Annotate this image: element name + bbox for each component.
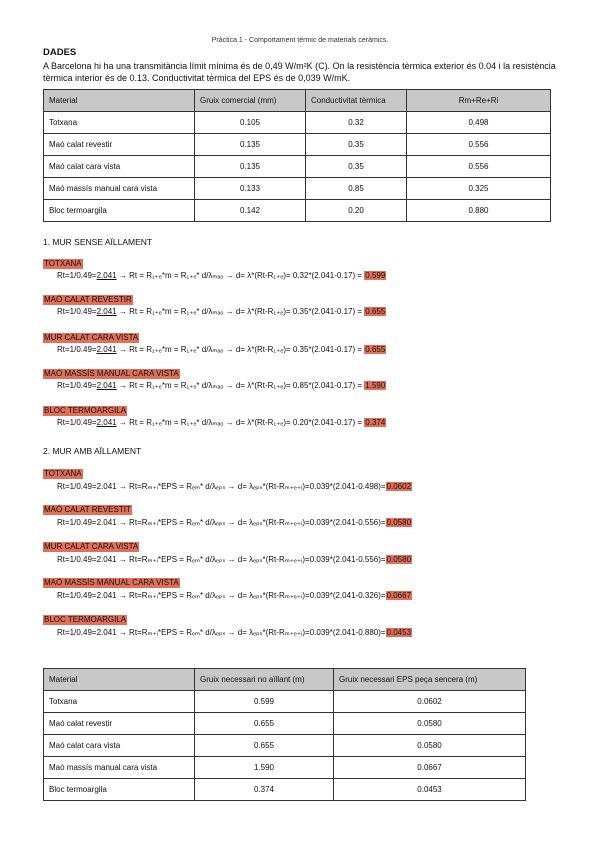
table-cell: Totxana — [44, 112, 195, 134]
table-cell: 0.135 — [195, 156, 306, 178]
s2-equation-mur-cara-vista: Rt=1/0.49=2.041 → Rt=Rₘ₊ᵢ*EPS = Rₑₘ* d/λₑₚₛ → d= λₑₚₛ*(Rt-Rₘ₊ₑ₊ᵢ)=0.039*(2.041-0.556)=0.0580 — [57, 555, 412, 564]
col-header: Material — [44, 669, 195, 691]
table-cell: 0.105 — [195, 112, 306, 134]
table-cell: 0.85 — [306, 178, 407, 200]
s1-equation-bloc: Rt=1/0.49=2.041 → Rt = R₁₊ₑ*m = R₁₊ₑ* d/λₘₐₒ → d= λ*(Rt-R₁₊ₑ)= 0.20*(2.041-0.17) = 0.374 — [57, 418, 386, 427]
table-cell: Bloc termoargila — [44, 200, 195, 222]
table-row — [44, 779, 526, 801]
table-cell: Maó massís manual cara vista — [44, 178, 195, 200]
table-cell: 0.556 — [407, 134, 551, 156]
table-cell: 0.0580 — [334, 735, 526, 757]
col-header: Conductivitat tèrmica — [306, 90, 407, 112]
s1-label-mur-cara-vista: MUR CALAT CARA VISTA — [44, 333, 139, 342]
table-cell: Totxana — [44, 691, 195, 713]
table-cell: Bloc termoargila — [44, 779, 195, 801]
s1-equation-mur-cara-vista: Rt=1/0.49=2.041 → Rt = R₁₊ₑ*m = R₁₊ₑ* d/λₘₐₒ → d= λ*(Rt-R₁₊ₑ)= 0.35*(2.041-0.17) = 0.655 — [57, 345, 386, 354]
table-cell: 0.0602 — [334, 691, 526, 713]
table-row — [44, 134, 551, 156]
table-cell: 0.20 — [306, 200, 407, 222]
col-header: Gruix comercial (mm) — [195, 90, 306, 112]
s1-label-mao-massis: MAÓ MASSÍS MANUAL CARA VISTA — [44, 369, 179, 378]
table-row — [44, 735, 526, 757]
table-row — [44, 156, 551, 178]
table-cell: 0.0580 — [334, 713, 526, 735]
table-cell: Maó calat cara vista — [44, 735, 195, 757]
table-cell: 0.0667 — [334, 757, 526, 779]
table-cell: 0.133 — [195, 178, 306, 200]
intro-paragraph: A Barcelona hi ha una transmitància límit mínima és de 0,49 W/m²K (C). On la resistència tèrmica exterior és 0.04 i la resistència tèrmica interior és de 0.13. Conductivitat tèrmica del EPS és de 0,039 W/mK. — [43, 61, 556, 83]
page-title: Pràctica 1 - Comportament tèrmic de materials ceràmics. — [211, 37, 389, 44]
table-cell: 0.556 — [407, 156, 551, 178]
s1-equation-totxana: Rt=1/0.49=2.041 → Rt = R₁₊ₑ*m = R₁₊ₑ* d/λₘₐₒ → d= λ*(Rt-R₁₊ₑ)= 0.32*(2.041-0.17) = 0.599 — [57, 271, 386, 280]
table-cell: 0.498 — [407, 112, 551, 134]
s1-label-mao-revestir: MAÓ CALAT REVESTIR — [44, 295, 132, 304]
s2-label-mao-massis: MAÓ MASSÍS MANUAL CARA VISTA — [44, 578, 179, 587]
table-cell: Maó calat revestir — [44, 713, 195, 735]
s2-label-mao-revestit: MAÓ CALAT REVESTIT — [44, 505, 131, 514]
table-cell: 0.32 — [306, 112, 407, 134]
table-cell: 0.0453 — [334, 779, 526, 801]
table-cell: 0.35 — [306, 156, 407, 178]
dades-heading: DADES — [43, 47, 77, 58]
col-header: Material — [44, 90, 195, 112]
s1-label-totxana: TOTXANA — [44, 259, 82, 268]
table-header-row — [44, 669, 526, 691]
table-cell: 0.325 — [407, 178, 551, 200]
table-cell: 0.142 — [195, 200, 306, 222]
table-cell: 0.135 — [195, 134, 306, 156]
table-cell: 0.655 — [195, 713, 334, 735]
s2-label-bloc: BLOC TERMOARGILA — [44, 615, 127, 624]
s1-label-bloc: BLOC TERMOARGILA — [44, 406, 127, 415]
table-row — [44, 713, 526, 735]
materials-table — [43, 89, 551, 222]
table-cell: Maó calat revestir — [44, 134, 195, 156]
table-row — [44, 757, 526, 779]
table-cell: 0.655 — [195, 735, 334, 757]
table-cell: 0.880 — [407, 200, 551, 222]
table-cell: 0.35 — [306, 134, 407, 156]
s2-label-totxana: TOTXANA — [44, 469, 82, 478]
table-cell: 1.590 — [195, 757, 334, 779]
s2-equation-mao-massis: Rt=1/0.49=2.041 → Rt=Rₘ₊ᵢ*EPS = Rₑₘ* d/λₑₚₛ → d= λₑₚₛ*(Rt-Rₘ₊ₑ₊ᵢ)=0.039*(2.041-0.326)=0.0667 — [57, 591, 412, 600]
s2-equation-mao-revestit: Rt=1/0.49=2.041 → Rt=Rₘ₊ᵢ*EPS = Rₑₘ* d/λₑₚₛ → d= λₑₚₛ*(Rt-Rₘ₊ₑ₊ᵢ)=0.039*(2.041-0.556)=0.0580 — [57, 518, 412, 527]
col-header: Gruix necessari EPS peça sencera (m) — [334, 669, 526, 691]
table-row — [44, 200, 551, 222]
s1-equation-mao-revestir: Rt=1/0.49=2.041 → Rt = R₁₊ₑ*m = R₁₊ₑ* d/λₘₐₒ → d= λ*(Rt-R₁₊ₑ)= 0.35*(2.041-0.17) = 0.655 — [57, 307, 386, 316]
table-header-row — [44, 90, 551, 112]
table-cell: 0.374 — [195, 779, 334, 801]
s2-equation-totxana: Rt=1/0.49=2.041 → Rt=Rₘ₊ᵢ*EPS = Rₑₘ* d/λₑₚₛ → d= λₑₚₛ*(Rt-Rₘ₊ₑ₊ᵢ)=0.039*(2.041-0.498)=0.0602 — [57, 482, 412, 491]
table-row — [44, 691, 526, 713]
s1-equation-mao-massis: Rt=1/0.49=2.041 → Rt = R₁₊ₑ*m = R₁₊ₑ* d/λₘₐₒ → d= λ*(Rt-R₁₊ₑ)= 0.85*(2.041-0.17) = 1.590 — [57, 381, 386, 390]
table-cell: 0.599 — [195, 691, 334, 713]
table-cell: Maó massís manual cara vista — [44, 757, 195, 779]
s2-label-mur-cara-vista: MUR CALAT CARA VISTA — [44, 542, 139, 551]
col-header: Gruix necessari no aïllant (m) — [195, 669, 334, 691]
table-cell: Maó calat cara vista — [44, 156, 195, 178]
table-row — [44, 178, 551, 200]
s2-equation-bloc: Rt=1/0.49=2.041 → Rt=Rₘ₊ᵢ*EPS = Rₑₘ* d/λₑₚₛ → d= λₑₚₛ*(Rt-Rₘ₊ₑ₊ᵢ)=0.039*(2.041-0.880)=0.0453 — [57, 628, 412, 637]
results-table — [43, 668, 526, 801]
col-header: Rm+Re+Ri — [407, 90, 551, 112]
table-row — [44, 112, 551, 134]
section2-title: 2. MUR AMB AÏLLAMENT — [43, 446, 142, 456]
section1-title: 1. MUR SENSE AÏLLAMENT — [43, 237, 153, 247]
